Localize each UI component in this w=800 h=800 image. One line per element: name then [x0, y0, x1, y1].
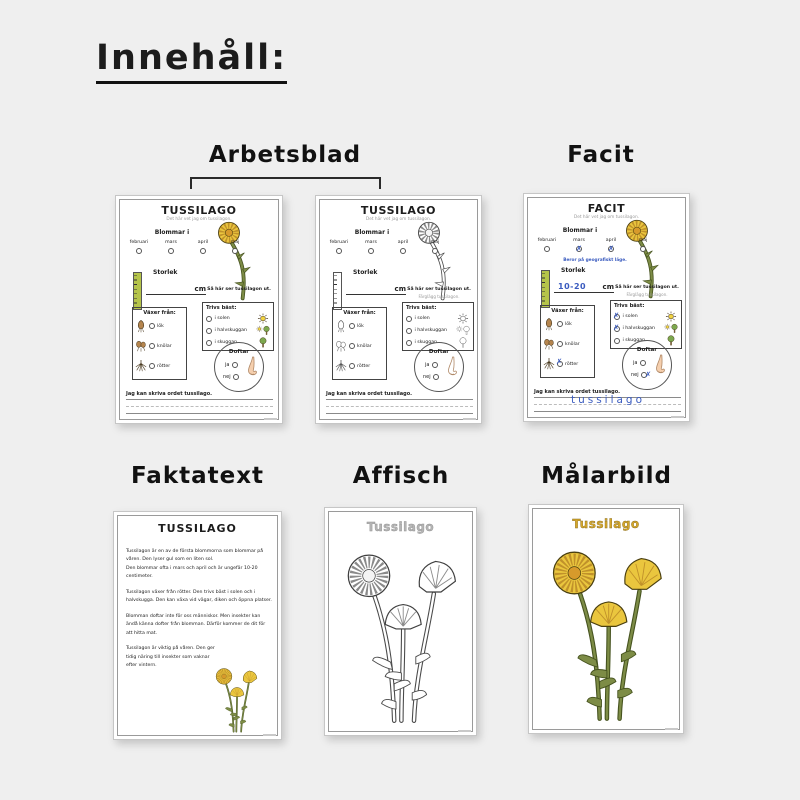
- radio-circle: [233, 374, 239, 380]
- vaxer-box: [132, 307, 187, 380]
- radio-circle: [200, 248, 206, 254]
- storlek-label: Storlek: [153, 269, 178, 276]
- sun-tree-icon: [256, 325, 270, 336]
- month-option: [532, 238, 562, 252]
- vaxer-label: knölar: [357, 343, 372, 349]
- vaxer-option: [135, 316, 184, 336]
- cm-label: cm: [194, 285, 206, 293]
- month-label: april: [197, 240, 209, 245]
- footer-mark: [665, 728, 678, 730]
- paragraph: Tussilagon växer från rötter. Den trivs bäst i solen och i halvskugga. Den kan växa vid vägar, diken och öppna platser.: [126, 589, 272, 604]
- month-option: [124, 240, 154, 254]
- check-mark: ✗: [613, 322, 620, 332]
- thumbnail-worksheet-bw: [315, 195, 482, 424]
- radio-circle: [406, 340, 412, 346]
- thumbnail-worksheet-color: [115, 195, 283, 424]
- nej-label: nej: [423, 374, 431, 380]
- trivs-title: Trivs bäst:: [406, 305, 437, 311]
- section-label-facit: Facit: [567, 142, 635, 168]
- vaxer-option: [543, 314, 592, 334]
- trivs-label: i skuggan: [414, 340, 438, 345]
- radio-circle: [433, 374, 439, 380]
- vaxer-label: knölar: [157, 343, 172, 349]
- vaxer-title: Växer från:: [551, 308, 584, 314]
- months-row: [324, 240, 450, 254]
- beror-note: Beror på geografiskt läge.: [563, 258, 627, 263]
- footer-mark: [463, 418, 476, 420]
- vaxer-option: [335, 336, 384, 356]
- month-label: februari: [329, 240, 349, 245]
- sheet-title: TUSSILAGO: [360, 204, 437, 217]
- radio-circle: [557, 341, 563, 347]
- ruler-icon: [541, 270, 550, 308]
- storlek-label: Storlek: [353, 269, 378, 276]
- radio-circle: [206, 340, 212, 346]
- thumbnail-facit: [523, 193, 690, 422]
- ruler-icon: [333, 272, 342, 310]
- vaxer-label: lök: [565, 321, 572, 327]
- month-option: [388, 240, 418, 254]
- bulb-icon: [335, 319, 347, 333]
- month-option: [628, 238, 658, 252]
- sun-icon: [456, 313, 470, 324]
- roots-icon: [335, 359, 347, 373]
- skriva-label: Jag kan skriva ordet tussilago.: [534, 389, 621, 395]
- blommar-label: Blommar i: [562, 227, 598, 234]
- roots-icon: [543, 357, 555, 371]
- doftar-nej: [631, 370, 652, 379]
- ser-ut-label: Så här ser tussilagon ut.: [407, 287, 471, 292]
- paragraph: Blomman doftar inte för oss människor. Men insekter kan ändå känna dofter från blomman. Därför kommer de dit för att hitta mat.: [126, 613, 266, 636]
- check-mark: ✗: [556, 357, 563, 366]
- trivs-title: Trivs bäst:: [206, 305, 237, 311]
- month-label: februari: [129, 240, 149, 245]
- paragraph: Tussilagon är en av de första blommorna som blommar på våren. Den lyser gul som en liten sol.: [126, 549, 264, 563]
- doftar-circle: [214, 342, 264, 392]
- radio-circle: [149, 343, 155, 349]
- month-option: [324, 240, 354, 254]
- check-mark: ✗: [575, 244, 583, 253]
- check-mark: ✗: [613, 310, 620, 320]
- vaxer-option: [135, 356, 184, 376]
- trivs-label: i skuggan: [622, 338, 646, 343]
- doftar-ja: [225, 362, 238, 368]
- trivs-option: [206, 325, 270, 337]
- nose-icon: [244, 356, 258, 378]
- cm-label: cm: [394, 285, 406, 293]
- roots-icon: [135, 359, 147, 373]
- month-option: [188, 240, 218, 254]
- radio-circle: [206, 328, 212, 334]
- vaxer-option: [543, 354, 592, 374]
- vaxer-option: [335, 356, 384, 376]
- writing-lines: [326, 399, 473, 420]
- thumbnail-malarbild: [528, 504, 684, 734]
- month-label: maj: [430, 240, 440, 245]
- section-label-affisch: Affisch: [352, 463, 450, 489]
- month-label: mars: [573, 238, 585, 243]
- sheet-title: TUSSILAGO: [158, 522, 237, 535]
- sheet-title: FACIT: [587, 202, 626, 215]
- farglagg-label: Färglägg tussilagon.: [418, 294, 460, 299]
- radio-circle: [206, 316, 212, 322]
- radio-circle: [349, 323, 355, 329]
- farglagg-label: Färglägg tussilagon.: [626, 292, 668, 297]
- month-option: [220, 240, 250, 254]
- tree-icon: [256, 337, 270, 348]
- sheet-subtitle: Det här vet jag om tussilagon.: [365, 217, 432, 222]
- radio-circle: [432, 248, 438, 254]
- trivs-option: [614, 323, 678, 335]
- radio-circle: [232, 362, 238, 368]
- month-label: mars: [165, 240, 177, 245]
- month-option: [596, 238, 626, 252]
- vaxer-title: Växer från:: [143, 310, 176, 316]
- months-row: [532, 238, 658, 252]
- tubers-icon: [543, 337, 555, 351]
- radio-circle: [400, 248, 406, 254]
- tubers-icon: [335, 339, 347, 353]
- vaxer-option: [135, 336, 184, 356]
- arbetsblad-bracket: [190, 177, 381, 189]
- coltsfoot-flowers-illustration: [204, 662, 268, 734]
- check-mark: ✗: [645, 370, 652, 379]
- radio-circle: [136, 248, 142, 254]
- blommar-label: Blommar i: [154, 229, 190, 236]
- month-option: [156, 240, 186, 254]
- section-label-arbetsblad: Arbetsblad: [208, 142, 362, 168]
- month-label: februari: [537, 238, 557, 243]
- radio-circle: [368, 248, 374, 254]
- trivs-option: [206, 313, 270, 325]
- month-label: april: [605, 238, 617, 243]
- paragraph: Tussilagon är viktig på våren. Den ger tidig näring till insekter som vaknar efter vintern.: [126, 646, 215, 668]
- nej-label: nej: [223, 374, 231, 380]
- thumbnail-affisch: [324, 507, 477, 736]
- radio-circle: [149, 363, 155, 369]
- radio-circle: [406, 316, 412, 322]
- vaxer-label: lök: [157, 323, 164, 329]
- trivs-option: [406, 325, 470, 337]
- sun-tree-icon: [456, 325, 470, 336]
- ja-label: ja: [633, 360, 638, 366]
- radio-circle: [349, 343, 355, 349]
- ser-ut-label: Så här ser tussilagon ut.: [207, 287, 271, 292]
- doftar-ja: [425, 362, 438, 368]
- sun-tree-icon: [664, 323, 678, 334]
- trivs-label: i solen: [214, 316, 230, 321]
- radio-circle: [336, 248, 342, 254]
- cm-blank-line: [346, 280, 406, 295]
- coltsfoot-flowers-outline-illustration: [331, 538, 470, 727]
- tree-icon: [664, 335, 678, 346]
- radio-circle: [614, 338, 620, 344]
- footer-mark: [671, 416, 684, 418]
- radio-circle: [349, 363, 355, 369]
- storlek-label: Storlek: [561, 267, 586, 274]
- footer-mark: [458, 730, 471, 732]
- vaxer-label: rötter: [357, 363, 371, 369]
- doftar-ja: [633, 360, 646, 366]
- month-option: [564, 238, 594, 252]
- trivs-label: i halvskuggan: [414, 328, 447, 333]
- footer-mark: [264, 418, 277, 420]
- vaxer-label: knölar: [565, 341, 580, 347]
- vaxer-box: [332, 307, 387, 380]
- nose-icon: [652, 354, 666, 376]
- radio-circle: [640, 246, 646, 252]
- page-title: Innehåll:: [96, 38, 287, 84]
- coltsfoot-flowers-illustration: [535, 535, 677, 725]
- trivs-label: i halvskuggan: [214, 328, 247, 333]
- trivs-label: i halvskuggan: [622, 326, 655, 331]
- bulb-icon: [543, 317, 555, 331]
- cm-blank-line: [554, 278, 614, 293]
- paragraph: Den blommar ofta i mars och april och är ungefär 10-20 centimeter.: [126, 565, 258, 580]
- doftar-title: Doftar: [228, 349, 250, 355]
- vaxer-option: [543, 334, 592, 354]
- fact-text: [126, 548, 272, 677]
- doftar-title: Doftar: [636, 347, 658, 353]
- skriva-label: Jag kan skriva ordet tussilago.: [126, 391, 213, 397]
- bulb-icon: [135, 319, 147, 333]
- poster-title: Tussilago: [572, 517, 640, 531]
- nej-label: nej: [631, 372, 639, 378]
- month-label: april: [397, 240, 409, 245]
- radio-circle: [149, 323, 155, 329]
- trivs-option: [614, 311, 678, 323]
- check-mark: ✗: [607, 244, 615, 253]
- month-label: mars: [365, 240, 377, 245]
- radio-circle: [544, 246, 550, 252]
- month-label: maj: [230, 240, 240, 245]
- cm-blank-line: [146, 280, 206, 295]
- handwritten-answer: tussilago: [570, 394, 646, 406]
- vaxer-title: Växer från:: [343, 310, 376, 316]
- doftar-circle: [622, 340, 672, 390]
- vaxer-option: [335, 316, 384, 336]
- ja-label: ja: [225, 362, 230, 368]
- vaxer-label: lök: [357, 323, 364, 329]
- doftar-circle: [414, 342, 464, 392]
- doftar-title: Doftar: [428, 349, 450, 355]
- sheet-subtitle: Det här vet jag om tussilagon.: [573, 215, 640, 220]
- month-option: [356, 240, 386, 254]
- doftar-nej: [223, 374, 239, 380]
- cm-label: cm: [602, 283, 614, 291]
- trivs-title: Trivs bäst:: [614, 303, 645, 309]
- tree-icon: [456, 337, 470, 348]
- vaxer-label: rötter: [157, 363, 171, 369]
- ja-label: ja: [425, 362, 430, 368]
- ser-ut-label: Så här ser tussilagon ut.: [615, 285, 679, 290]
- sun-icon: [664, 311, 678, 322]
- radio-circle: [640, 360, 646, 366]
- radio-circle: [168, 248, 174, 254]
- tubers-icon: [135, 339, 147, 353]
- writing-lines: [126, 399, 273, 420]
- ruler-icon: [133, 272, 142, 310]
- trivs-label: i solen: [414, 316, 430, 321]
- footer-mark: [263, 734, 276, 736]
- skriva-label: Jag kan skriva ordet tussilago.: [326, 391, 413, 397]
- vaxer-label: rötter: [565, 361, 579, 367]
- blommar-label: Blommar i: [354, 229, 390, 236]
- storlek-answer: 10-20: [558, 282, 587, 291]
- radio-circle: [557, 321, 563, 327]
- vaxer-box: [540, 305, 595, 378]
- sun-icon: [256, 313, 270, 324]
- sheet-subtitle: Det här vet jag om tussilagon.: [166, 217, 232, 222]
- nose-icon: [444, 356, 458, 378]
- thumbnail-faktatext: [113, 511, 282, 740]
- radio-circle: [232, 248, 238, 254]
- radio-circle: [406, 328, 412, 334]
- months-row: [124, 240, 250, 254]
- trivs-label: i skuggan: [214, 340, 238, 345]
- section-label-faktatext: Faktatext: [130, 463, 265, 489]
- radio-circle: [432, 362, 438, 368]
- trivs-label: i solen: [622, 314, 638, 319]
- poster-title: Tussilago: [366, 520, 435, 534]
- trivs-option: [406, 313, 470, 325]
- sheet-title: TUSSILAGO: [161, 204, 237, 217]
- doftar-nej: [423, 374, 439, 380]
- month-option: [420, 240, 450, 254]
- section-label-malarbild: Målarbild: [541, 463, 672, 489]
- month-label: maj: [638, 238, 648, 243]
